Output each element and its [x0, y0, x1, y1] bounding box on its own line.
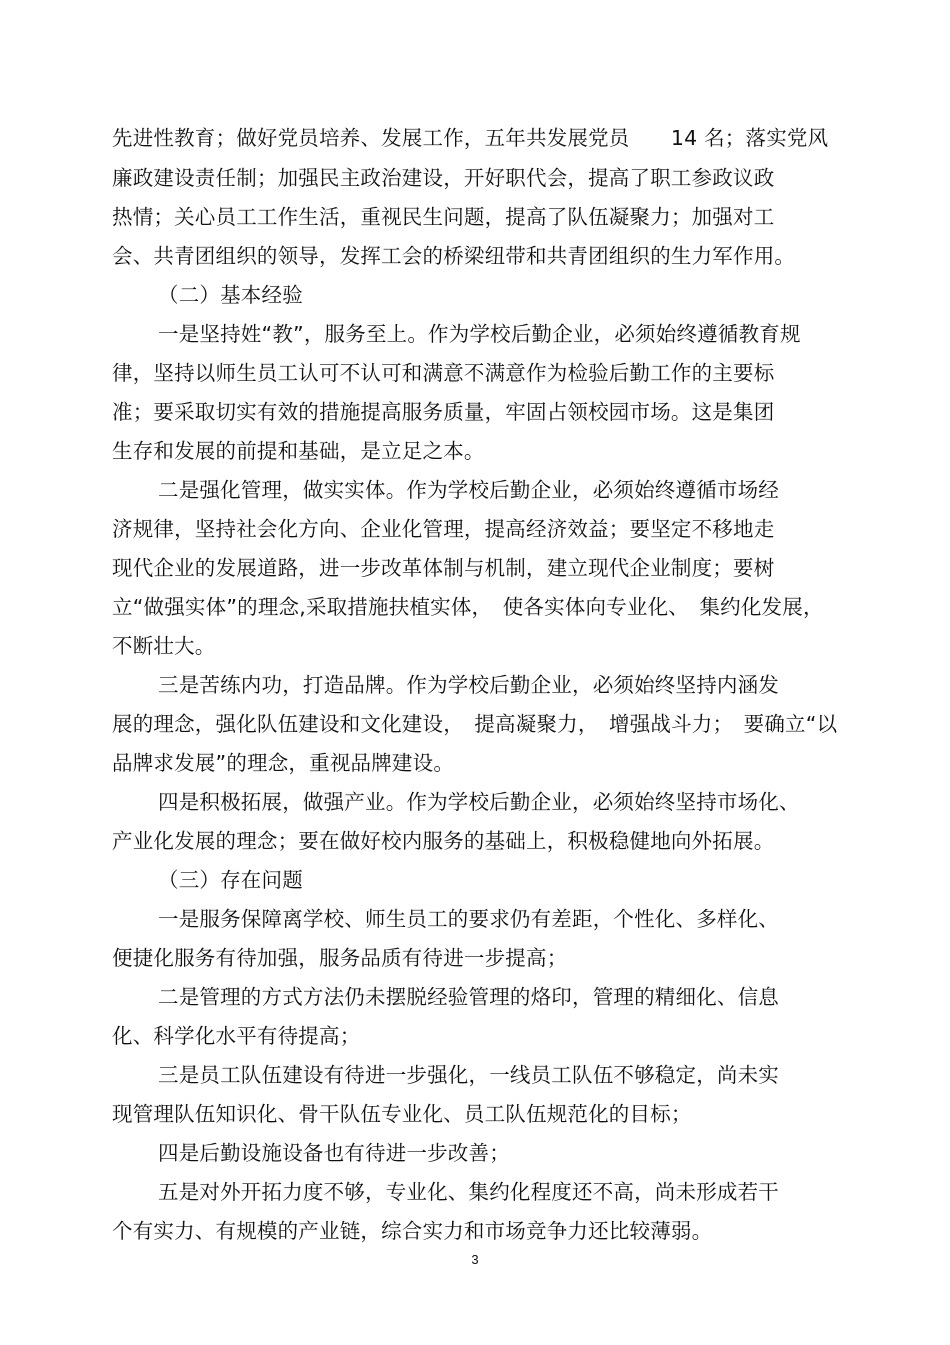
body-line: 现代企业的发展道路，进一步改革体制与机制，建立现代企业制度；要树: [112, 556, 775, 580]
body-line: 个有实力、有规模的产业链，综合实力和市场竞争力还比较薄弱。: [112, 1219, 713, 1243]
paragraph-first-line: 三是员工队伍建设有待进一步强化，一线员工队伍不够稳定，尚未实: [158, 1063, 779, 1087]
body-line: 化、科学化水平有待提高；: [112, 1024, 361, 1048]
paragraph-first-line: 四是积极拓展，做强产业。作为学校后勤企业，必须始终坚持市场化、: [158, 790, 800, 814]
body-line: 会、共青团组织的领导，发挥工会的桥梁纽带和共青团组织的生力军作用。: [112, 244, 796, 268]
section-heading-basic-experience: （二）基本经验: [158, 283, 303, 307]
paragraph-first-line: 一是坚持姓“教”，服务至上。作为学校后勤企业，必须始终遵循教育规: [158, 322, 801, 346]
body-line: 生存和发展的前提和基础，是立足之本。: [112, 439, 485, 463]
body-line: 品牌求发展”的理念，重视品牌建设。: [112, 751, 455, 775]
body-line: 准；要采取切实有效的措施提高服务质量，牢固占领校园市场。这是集团: [112, 400, 775, 424]
body-line: 廉政建设责任制；加强民主政治建设，开好职代会，提高了职工参政议政: [112, 166, 775, 190]
page-number: 3: [471, 1252, 479, 1267]
body-line: 产业化发展的理念；要在做好校内服务的基础上，积极稳健地向外拓展。: [112, 829, 775, 853]
body-line: 热情；关心员工工作生活，重视民生问题，提高了队伍凝聚力；加强对工: [112, 205, 775, 229]
paragraph-first-line: 二是管理的方式方法仍未摆脱经验管理的烙印，管理的精细化、信息: [158, 985, 779, 1009]
paragraph-first-line: 四是后勤设施设备也有待进一步改善；: [158, 1141, 510, 1165]
body-line: 便捷化服务有待加强，服务品质有待进一步提高；: [112, 946, 568, 970]
body-line: 立“做强实体”的理念,采取措施扶植实体， 使各实体向专业化、 集约化发展，: [112, 595, 824, 619]
paragraph-first-line: 一是服务保障离学校、师生员工的要求仍有差距，个性化、多样化、: [158, 907, 779, 931]
body-line: 律，坚持以师生员工认可不认可和满意不满意作为检验后勤工作的主要标: [112, 361, 775, 385]
paragraph-first-line: 五是对外开拓力度不够，专业化、集约化程度还不高，尚未形成若干: [158, 1180, 779, 1204]
paragraph-first-line: 三是苦练内功，打造品牌。作为学校后勤企业，必须始终坚持内涵发: [158, 673, 779, 697]
body-line: 不断壮大。: [112, 634, 216, 658]
body-line: 济规律，坚持社会化方向、企业化管理，提高经济效益；要坚定不移地走: [112, 517, 775, 541]
section-heading-existing-problems: （三）存在问题: [158, 868, 303, 892]
body-line: 展的理念，强化队伍建设和文化建设， 提高凝聚力， 增强战斗力； 要确立“以: [112, 712, 838, 736]
paragraph-first-line: 二是强化管理，做实实体。作为学校后勤企业，必须始终遵循市场经: [158, 478, 779, 502]
body-line: 先进性教育；做好党员培养、发展工作，五年共发展党员 14 名；落实党风: [112, 126, 829, 150]
body-line: 现管理队伍知识化、骨干队伍专业化、员工队伍规范化的目标；: [112, 1102, 692, 1126]
